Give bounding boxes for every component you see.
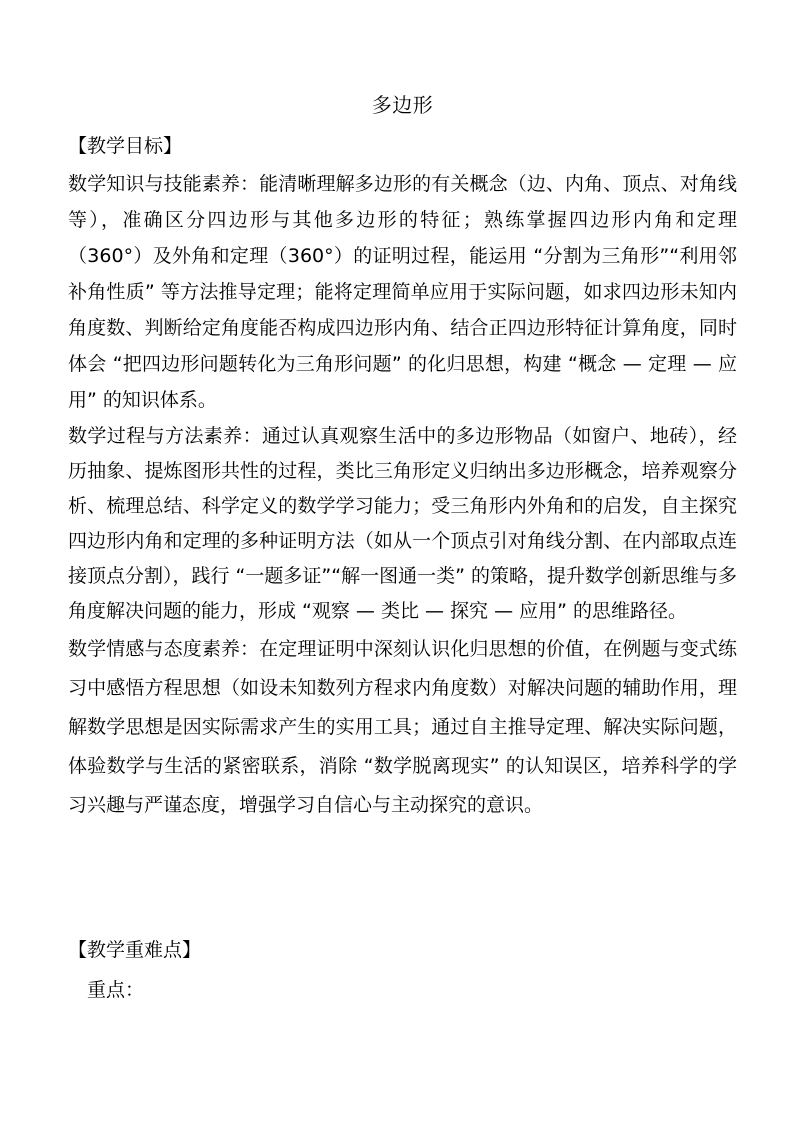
section-heading-teaching-goals: 【教学目标】	[68, 135, 183, 157]
section-spacer	[68, 825, 737, 935]
subsection-label-key-points: 重点：	[87, 979, 145, 1001]
paragraph-process-methods: 数学过程与方法素养：通过认真观察生活中的多边形物品（如窗户、地砖），经历抽象、提炼图形共性的过程，类比三角形定义归纳出多边形概念，培养观察分析、梳理总结、科学定义的数学学习能力；受三角形内外角和的启发，自主探究四边形内角和定理的多种证明方法（如从一个顶点引对角线分割、在内部取点连接顶点分割），践行 “一题多证”“解一图通一类” 的策略，提升数学创新思维与多角度解决问题的能力，形成 “观察 — 类比 — 探究 — 应用” 的思维路径。	[68, 425, 737, 622]
section-heading-key-difficulties: 【教学重难点】	[68, 939, 202, 961]
paragraph-knowledge-skills: 数学知识与技能素养：能清晰理解多边形的有关概念（边、内角、顶点、对角线等），准确区分四边形与其他多边形的特征；熟练掌握四边形内角和定理（360°）及外角和定理（360°）的证明过程，能运用 “分割为三角形”“利用邻补角性质” 等方法推导定理；能将定理简单应用于实际问题，如求四边形未知内角度数、判断给定角度能否构成四边形内角、结合正四边形特征计算角度，同时体会 “把四边形问题转化为三角形问题” 的化归思想，构建 “概念 — 定理 — 应用” 的知识体系。	[68, 173, 737, 411]
paragraph-emotion-attitude: 数学情感与态度素养：在定理证明中深刻认识化归思想的价值，在例题与变式练习中感悟方程思想（如设未知数列方程求内角度数）对解决问题的辅助作用，理解数学思想是因实际需求产生的实用工具；通过自主推导定理、解决实际问题，体验数学与生活的紧密联系，消除 “数学脱离现实” 的认知误区，培养科学的学习兴趣与严谨态度，增强学习自信心与主动探究的意识。	[68, 638, 737, 816]
page-title: 多边形	[371, 93, 434, 117]
